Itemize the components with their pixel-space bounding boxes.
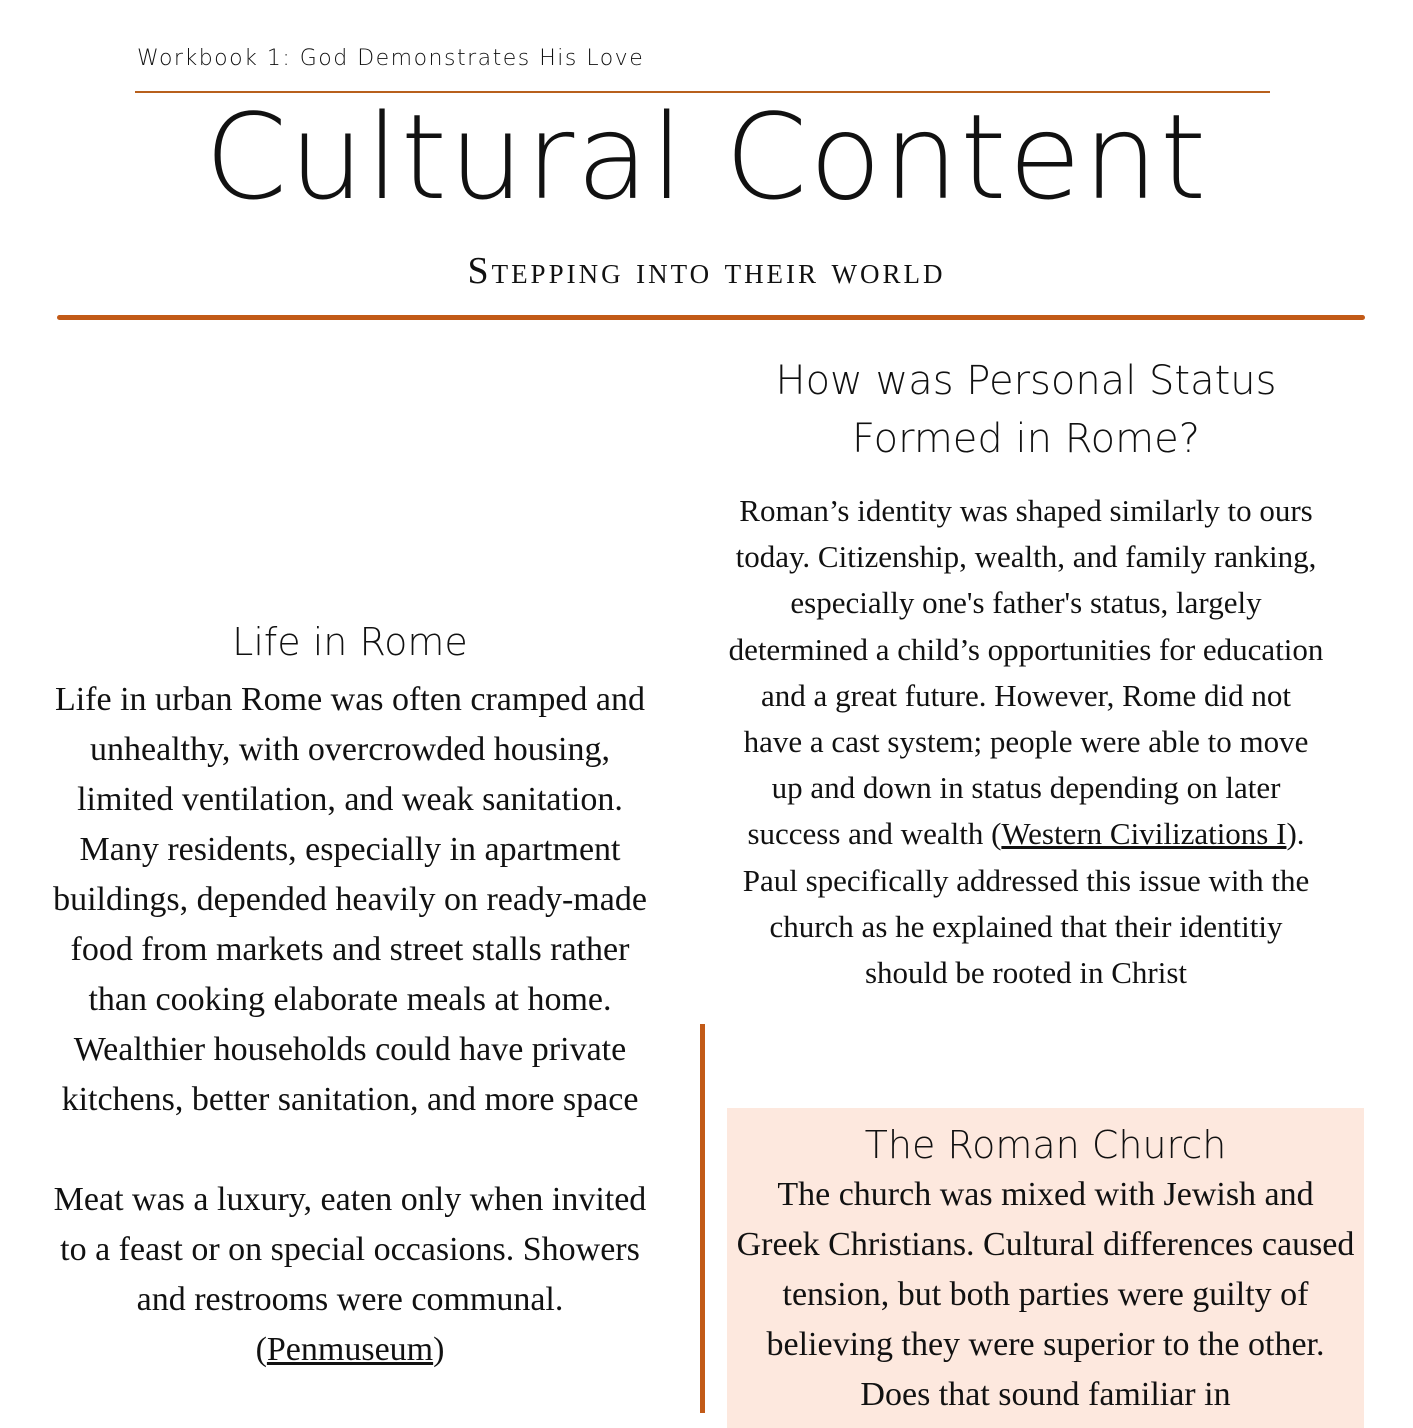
personal-status-text: Roman’s identity was shaped similarly to ours today. Citizenship, wealth, and family ranking, especially one's father's status, largely determined a child’s opportunities for education and a great future. However, Rome did not have a cast system; people were able to move up and down in status depending on later success and wealth ( [728, 493, 1324, 852]
roman-church-heading: The Roman Church [864, 1123, 1227, 1167]
western-civilizations-link[interactable]: Western Civilizations I [1001, 816, 1287, 852]
workbook-label: Workbook 1: God Demonstrates His Love [137, 46, 645, 71]
personal-status-heading: How was Personal Status Formed in Rome? [775, 358, 1277, 462]
personal-status-paragraph [712, 488, 1340, 996]
citation-open: ( [255, 1331, 267, 1368]
penmuseum-link[interactable]: Penmuseum [266, 1331, 434, 1368]
citation-close: ) [433, 1331, 445, 1368]
life-in-rome-heading: Life in Rome [232, 620, 468, 664]
page-subtitle: Stepping into their world [467, 250, 946, 292]
meat-luxury-text: Meat was a luxury, eaten only when invited to a feast or on special occasions. Showers and restrooms were communal. [53, 1181, 647, 1318]
life-in-rome-section [38, 615, 662, 1375]
title-divider [57, 315, 1365, 320]
roman-church-paragraph: The church was mixed with Jewish and Greek Christians. Cultural differences caused tension, but both parties were guilty of believing they were superior to the other. Does that sound familiar in [736, 1176, 1355, 1413]
life-in-rome-paragraph: Life in urban Rome was often cramped and unhealthy, with overcrowded housing, limited ventilation, and weak sanitation. Many residents, especially in apartment buildings, depended heavily on ready-made food from markets and street stalls rather than cooking elaborate meals at home. Wealthier households could have private kitchens, better sanitation, and more space [53, 681, 647, 1118]
personal-status-text-continued: ). Paul specifically addressed this issue with the church as he explained that their identitiy should be rooted in Christ [742, 816, 1310, 991]
personal-status-section [712, 352, 1340, 996]
roman-church-callout [727, 1108, 1364, 1428]
meat-luxury-paragraph [38, 1175, 662, 1375]
page-title: Cultural Content [204, 88, 1209, 226]
column-divider [700, 1024, 705, 1413]
